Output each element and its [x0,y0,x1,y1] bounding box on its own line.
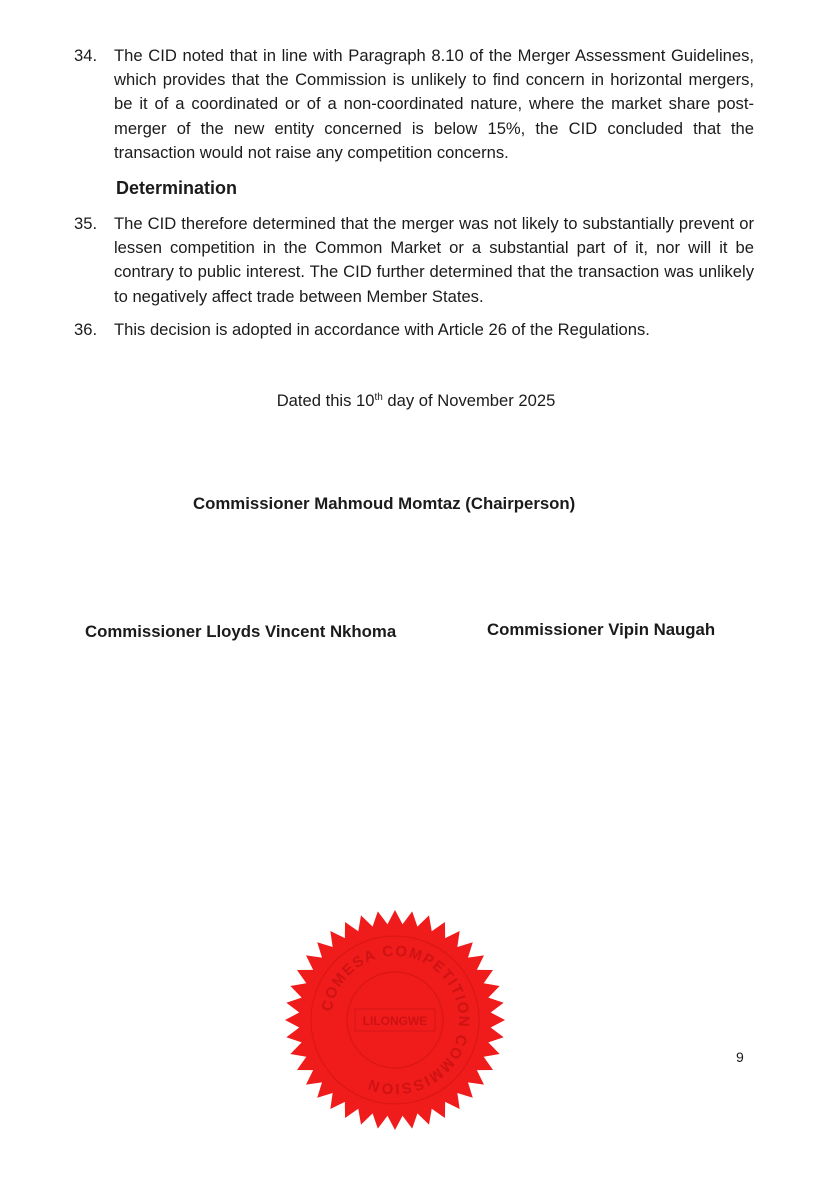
seal-center-text: LILONGWE [362,1014,428,1028]
paragraph-number: 36. [74,320,98,339]
paragraph-34 [74,44,754,165]
seal-ring-text: COMESA COMPETITION COMMISSION [318,942,473,1098]
paragraph-36 [74,318,754,342]
paragraph-text: The CID noted that in line with Paragraph 8.10 of the Merger Assessment Guidelines, which provides that the Commission is unlikely to find concern in horizontal mergers, be it of a coordinated or of a non-coordinated nature, where the market share post-merger of the new entity concerned is below 15%, the CID concluded that the transaction would not raise any competition concerns. [114,46,754,162]
commission-seal-icon [283,908,507,1132]
signatory-left: Commissioner Lloyds Vincent Nkhoma [85,622,397,641]
dated-prefix: Dated this 10 [276,391,375,410]
paragraph-text: This decision is adopted in accordance with Article 26 of the Regulations. [114,320,650,339]
dated-superscript: th [374,392,383,403]
page-number: 9 [736,1049,744,1065]
section-heading: Determination [116,178,238,198]
paragraph-number: 34. [74,46,98,65]
paragraph-35 [74,212,754,309]
paragraph-number: 35. [74,214,98,233]
paragraph-text: The CID therefore determined that the merger was not likely to substantially prevent or lessen competition in the Common Market or a substantial part of it, nor will it be contrary to public interest. The CID further determined that the transaction was unlikely to negatively affect trade between Member States. [114,214,754,306]
dated-line [0,390,832,412]
dated-suffix: day of November 2025 [382,391,556,410]
signatory-right: Commissioner Vipin Naugah [487,620,716,639]
signatory-chair: Commissioner Mahmoud Momtaz (Chairperson) [193,494,576,513]
